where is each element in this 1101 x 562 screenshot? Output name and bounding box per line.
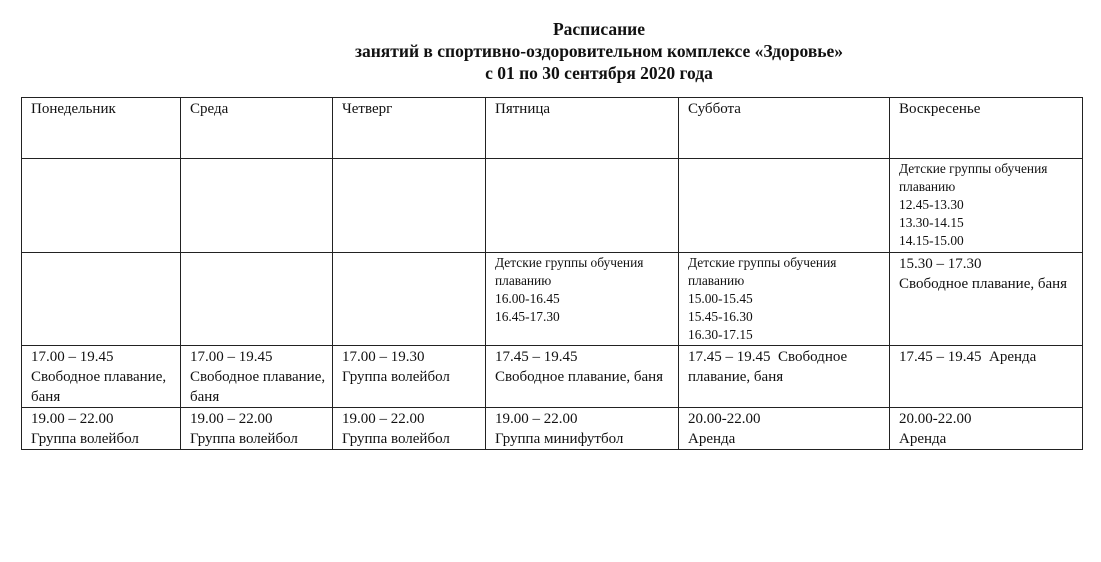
table-cell-empty (181, 253, 333, 346)
table-cell (486, 253, 679, 346)
group-label: Детские группы обучения плаванию (899, 161, 1048, 194)
activity-label: Группа минифутбол (495, 431, 624, 447)
time-slot: 17.45 – 19.45 (688, 349, 771, 365)
table-cell (333, 346, 486, 408)
time-slot: 17.00 – 19.45 (190, 349, 273, 365)
time-slot: 14.15-15.00 (899, 233, 964, 248)
table-cell-empty (679, 159, 890, 253)
header-cell-friday: Пятница (486, 98, 679, 159)
time-slot: 17.45 – 19.45 (495, 349, 578, 365)
time-slot: 19.00 – 22.00 (495, 411, 578, 427)
table-cell (22, 408, 181, 450)
table-cell (890, 346, 1083, 408)
title-line-1: Расписание (552, 19, 646, 39)
table-cell (890, 159, 1083, 253)
table-cell (181, 346, 333, 408)
activity-label: Свободное плавание, баня (31, 369, 170, 405)
activity-label: Аренда (989, 349, 1037, 365)
header-cell-wednesday: Среда (181, 98, 333, 159)
document-title (0, 18, 1101, 84)
activity-label: Аренда (899, 431, 947, 447)
activity-label: Свободное плавание, баня (495, 369, 664, 385)
table-cell-empty (22, 159, 181, 253)
time-slot: 12.45-13.30 (899, 197, 964, 212)
header-cell-thursday: Четверг (333, 98, 486, 159)
activity-label: Свободное плавание, баня (899, 276, 1068, 292)
activity-label: Группа волейбол (342, 369, 450, 385)
table-cell (890, 253, 1083, 346)
schedule-table (21, 97, 1083, 450)
time-slot: 16.00-16.45 (495, 291, 560, 306)
table-row (22, 408, 1083, 450)
title-line-2: занятий в спортивно-оздоровительном комплексе «Здоровье» (354, 41, 844, 61)
time-slot: 20.00-22.00 (899, 411, 972, 427)
table-cell (890, 408, 1083, 450)
header-row (22, 98, 1083, 159)
table-cell (181, 408, 333, 450)
table-row (22, 253, 1083, 346)
time-slot: 13.30-14.15 (899, 215, 964, 230)
table-cell-empty (333, 253, 486, 346)
table-row (22, 346, 1083, 408)
table-cell (679, 408, 890, 450)
time-slot: 19.00 – 22.00 (190, 411, 273, 427)
table-cell (486, 346, 679, 408)
time-slot: 19.00 – 22.00 (342, 411, 425, 427)
table-cell (22, 346, 181, 408)
time-slot: 16.45-17.30 (495, 309, 560, 324)
activity-label: Свободное плавание, баня (190, 369, 329, 405)
table-cell-empty (333, 159, 486, 253)
table-cell-empty (181, 159, 333, 253)
title-line-3: с 01 по 30 сентября 2020 года (485, 63, 713, 83)
activity-label: Свободное плавание, баня (688, 349, 848, 385)
header-cell-monday: Понедельник (22, 98, 181, 159)
time-slot: 20.00-22.00 (688, 411, 761, 427)
time-slot: 16.30-17.15 (688, 327, 753, 342)
group-label: Детские группы обучения плаванию (495, 255, 644, 288)
activity-label: Группа волейбол (190, 431, 298, 447)
activity-label: Группа волейбол (342, 431, 450, 447)
activity-label: Аренда (688, 431, 736, 447)
table-cell (486, 408, 679, 450)
activity-label: Группа волейбол (31, 431, 139, 447)
time-slot: 15.30 – 17.30 (899, 256, 982, 272)
table-cell (333, 408, 486, 450)
table-cell-empty (22, 253, 181, 346)
header-cell-saturday: Суббота (679, 98, 890, 159)
table-row (22, 159, 1083, 253)
table-cell (679, 253, 890, 346)
time-slot: 17.00 – 19.45 (31, 349, 114, 365)
time-slot: 19.00 – 22.00 (31, 411, 114, 427)
table-cell-empty (486, 159, 679, 253)
header-cell-sunday: Воскресенье (890, 98, 1083, 159)
table-cell (679, 346, 890, 408)
group-label: Детские группы обучения плаванию (688, 255, 837, 288)
time-slot: 17.45 – 19.45 (899, 349, 982, 365)
time-slot: 15.45-16.30 (688, 309, 753, 324)
time-slot: 15.00-15.45 (688, 291, 753, 306)
time-slot: 17.00 – 19.30 (342, 349, 425, 365)
